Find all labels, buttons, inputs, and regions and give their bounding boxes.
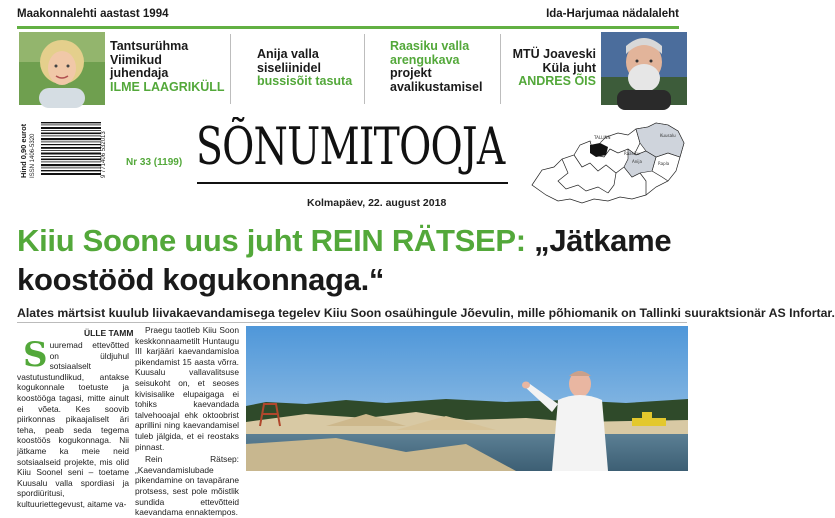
price-label: Hind 0,90 eurot [19, 123, 28, 178]
teaser-2-line1: Anija valla [257, 47, 319, 61]
top-bar-right: Ida-Harjumaa nädalaleht [546, 8, 679, 20]
article-column-1 [17, 335, 129, 509]
teaser-3[interactable] [390, 40, 482, 94]
teaser-2-line2: siseliinidel [257, 60, 321, 75]
lede-rule [17, 322, 687, 323]
drop-cap: S [23, 335, 48, 375]
svg-text:Rapla: Rapla [658, 161, 670, 166]
barcode-icon [41, 120, 101, 178]
lede: Alates märtsist kuulub liivakaevandamisega tegelev Kiiu Soon osaühingule Jõevulin, mille põhiomanik on Tallinki suuraktsionär AS Infortar. [17, 306, 835, 320]
teaser-1-name: ILME LAAGRIKÜLL [110, 79, 225, 94]
teaser-1-line2: Viimikud [110, 52, 162, 67]
issn-label: ISSN 1406-5320 [30, 133, 36, 178]
headline[interactable] [17, 221, 687, 299]
teaser-portrait-man[interactable] [601, 32, 687, 105]
column-2-paragraph-1: Praegu taotleb Kiiu Soon keskkonnaametilt Huntaugu III karjääri kaevandamisloa pikendamist 15 aasta võrra. Kuusalu vallavalitsuse seisukoht on, et seoses kivisisalike elupaigaga ei tohiks kaevandada talvehooajal ehk oktoobrist aprillini ning kaevandamisel tuleb jälgida, et ei reostaks pinnast. [135, 325, 239, 452]
headline-dark: „Jätkame koostööd kogukonnaga.“ [17, 223, 672, 297]
teaser-divider [500, 34, 501, 104]
teaser-1-line1: Tantsurühma [110, 39, 189, 53]
svg-text:Kuusalu: Kuusalu [660, 133, 676, 138]
teaser-1-line3: juhendaja [110, 66, 169, 80]
article-photo[interactable] [246, 326, 688, 471]
teaser-divider [230, 34, 231, 104]
svg-text:TALLINN: TALLINN [594, 135, 611, 140]
issue-number: Nr 33 (1199) [126, 157, 183, 168]
masthead-rule [197, 182, 508, 184]
masthead-title[interactable]: SÕNUMITOOJA [196, 118, 505, 177]
byline: ÜLLE TAMM [84, 328, 134, 338]
svg-text:Anija: Anija [632, 159, 642, 164]
barcode-block [19, 120, 101, 178]
barcode-number: 9 771406 532013 [101, 131, 107, 178]
teaser-4-line1: MTÜ Joaveski [512, 47, 596, 61]
teaser-3-line1: Raasiku valla [390, 39, 470, 53]
issue-date: Kolmapäev, 22. august 2018 [307, 197, 447, 209]
svg-text:Raasiku: Raasiku [624, 151, 640, 156]
column-1-text: uuremad ettevõtted on üldjuhul sotsiaalselt vastutustundlikud, antakse kogukonnale toetuste ja koostööga tagasi, mitte ainult ei võeta. Kes soovib piirkonnas pikaajaliselt äri teha, peab seda tegema koostöös kogukonnaga. Nii jätkame ka meie neid sotsiaalseid projekte, mis olid Kiiu Soonel seni – toetame Kuusalu valla spordiasi ja spordiüritusi, kultuuriettegevust, aitame va- [17, 340, 129, 509]
column-2-paragraph-2: Rein Rätsep: „Kaevandamislubade pikendamine on tavapärane protsess, sest pole mõistlik sundida ettevõtteid kaevandama ennaktempos. [135, 454, 239, 518]
teaser-3-line3: projekt [390, 66, 432, 80]
region-map-icon [528, 115, 688, 205]
teaser-4-name: ANDRES ÕIS [518, 74, 596, 88]
teaser-2-line3: bussisõit tasuta [257, 74, 353, 88]
teaser-2[interactable] [257, 48, 352, 89]
top-rule [17, 26, 679, 29]
teaser-divider [364, 34, 365, 104]
teaser-4[interactable] [510, 48, 596, 89]
top-bar [0, 0, 696, 22]
article-column-2 [135, 325, 239, 518]
headline-green: Kiiu Soone uus juht REIN RÄTSEP: [17, 223, 526, 258]
teaser-4-line2: Küla juht [542, 60, 596, 75]
top-bar-left: Maakonnalehti aastast 1994 [17, 8, 169, 20]
teaser-portrait-woman[interactable] [19, 32, 105, 105]
teaser-3-line4: avalikustamisel [390, 79, 483, 94]
teaser-1[interactable] [110, 40, 225, 94]
teaser-3-line2: arengukava [390, 52, 460, 67]
